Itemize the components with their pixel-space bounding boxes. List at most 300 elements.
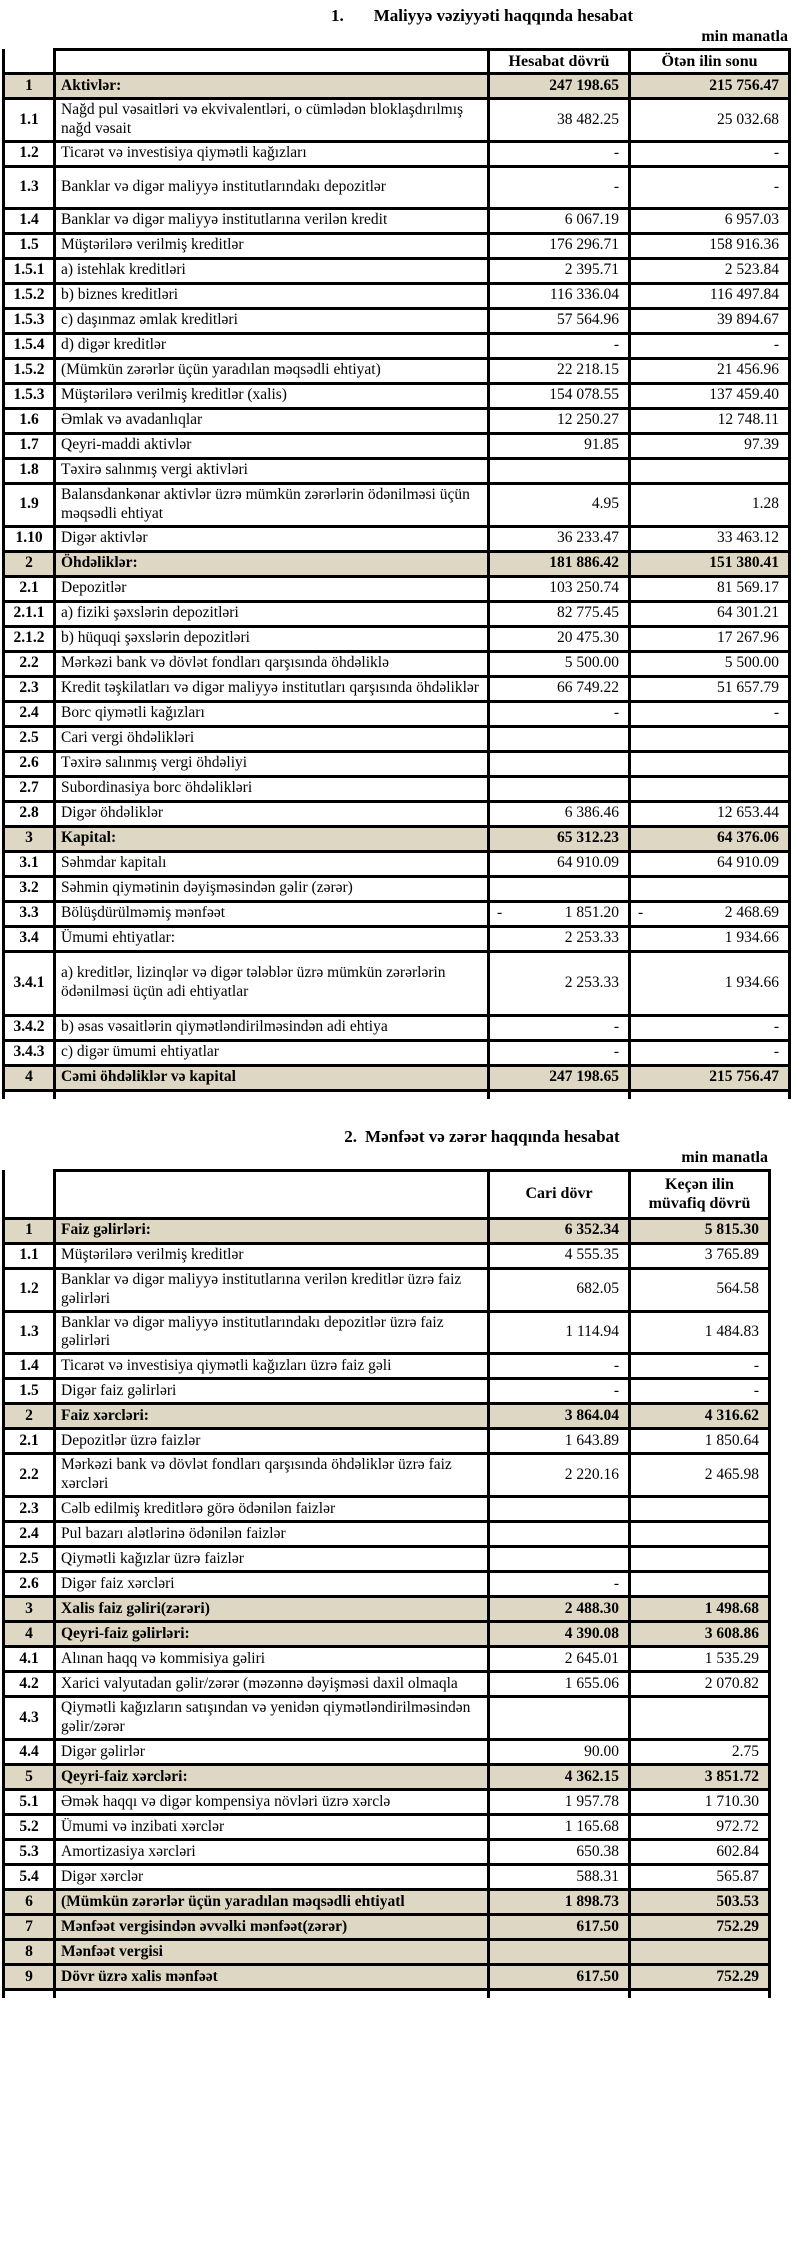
row-label: Banklar və digər maliyyə institutlarındakı depozitlər üzrə faiz gəlirləri — [55, 1311, 489, 1354]
row-label: Müştərilərə verilmiş kreditlər — [55, 1243, 489, 1268]
table-row — [4, 1814, 770, 1839]
row-number: 2.2 — [4, 651, 55, 676]
title-text: Maliyyə vəziyyəti haqqında hesabat — [373, 6, 633, 25]
row-label: Cəlb edilmiş kreditlərə görə ödənilən faizlər — [55, 1497, 489, 1522]
value-previous: 2 465.98 — [630, 1454, 770, 1497]
row-number: 2.4 — [4, 701, 55, 726]
table-row — [4, 283, 790, 308]
table-row — [4, 1065, 790, 1090]
value-current: 12 250.27 — [489, 408, 630, 433]
row-label: c) daşınmaz əmlak kreditləri — [55, 308, 489, 333]
row-label: Digər faiz xərcləri — [55, 1572, 489, 1597]
row-number: 1.5 — [4, 233, 55, 258]
row-number: 3.3 — [4, 901, 55, 926]
column-header-current: Hesabat dövrü — [489, 49, 630, 74]
title-number: 1. — [330, 6, 344, 25]
table-row — [4, 1522, 770, 1547]
table-row — [4, 1914, 770, 1939]
value-previous: 565.87 — [630, 1864, 770, 1889]
header-row — [4, 49, 790, 74]
table-row — [4, 1622, 770, 1647]
row-label: Qeyri-maddi aktivlər — [55, 433, 489, 458]
row-label: Depozitlər — [55, 576, 489, 601]
table-row — [4, 1015, 790, 1040]
value-current: 66 749.22 — [489, 676, 630, 701]
row-number: 1.2 — [4, 141, 55, 166]
row-label: Digər aktivlər — [55, 526, 489, 551]
row-number: 1.1 — [4, 1243, 55, 1268]
row-label: c) digər ümumi ehtiyatlar — [55, 1040, 489, 1065]
row-label: Ümumi ehtiyatlar: — [55, 926, 489, 951]
table-row — [4, 576, 790, 601]
row-label: Pul bazarı alətlərinə ödənilən faizlər — [55, 1522, 489, 1547]
row-number: 5.4 — [4, 1864, 55, 1889]
table-row — [4, 1243, 770, 1268]
value-current: 6 386.46 — [489, 801, 630, 826]
value-current: 103 250.74 — [489, 576, 630, 601]
value-previous — [630, 1547, 770, 1572]
value-previous — [630, 726, 790, 751]
row-label: Səhmin qiymətinin dəyişməsindən gəlir (zərər) — [55, 876, 489, 901]
stub-cell — [489, 1090, 630, 1099]
table-row — [4, 551, 790, 576]
value-current: - — [489, 1015, 630, 1040]
value-previous: - — [630, 1379, 770, 1404]
value-previous: - — [630, 1354, 770, 1379]
row-label: a) kreditlər, lizinqlər və digər tələblər üzrə mümkün zərərlərin ödənilməsi üçün adi ehtiyatlar — [55, 951, 489, 1015]
stub-cell — [630, 1090, 790, 1099]
table-row — [4, 1547, 770, 1572]
row-label: Ticarət və investisiya qiymətli kağızları üzrə faiz gəli — [55, 1354, 489, 1379]
table-row — [4, 1864, 770, 1889]
value-previous — [630, 751, 790, 776]
row-number: 5 — [4, 1764, 55, 1789]
value-previous: 151 380.41 — [630, 551, 790, 576]
value-previous: 215 756.47 — [630, 74, 790, 99]
table-row — [4, 951, 790, 1015]
value-previous: 4 316.62 — [630, 1404, 770, 1429]
row-number: 1 — [4, 74, 55, 99]
row-label: Qeyri-faiz gəlirləri: — [55, 1622, 489, 1647]
row-label: Qiymətli kağızların satışından və yenidən qiymətləndirilməsindən gəlir/zərər — [55, 1697, 489, 1740]
row-label: Nağd pul vəsaitləri və ekvivalentləri, o cümlədən bloklaşdırılmış nağd vəsait — [55, 99, 489, 142]
table-row — [4, 308, 790, 333]
table-row — [4, 458, 790, 483]
title-text: Mənfəət və zərər haqqında hesabat — [365, 1127, 620, 1147]
value-previous: 64 301.21 — [630, 601, 790, 626]
row-number: 1.2 — [4, 1268, 55, 1311]
row-number: 1.3 — [4, 1311, 55, 1354]
value-previous: 5 500.00 — [630, 651, 790, 676]
table-row — [4, 701, 790, 726]
value-previous — [630, 776, 790, 801]
table-row — [4, 1497, 770, 1522]
value-current: 20 475.30 — [489, 626, 630, 651]
table-row — [4, 926, 790, 951]
value-previous: 1 484.83 — [630, 1311, 770, 1354]
table-row — [4, 1268, 770, 1311]
table-row — [4, 676, 790, 701]
value-current: - — [489, 1572, 630, 1597]
table-row — [4, 74, 790, 99]
value-current: 588.31 — [489, 1864, 630, 1889]
value-current: 617.50 — [489, 1964, 630, 1989]
value-previous: 33 463.12 — [630, 526, 790, 551]
value-current: 22 218.15 — [489, 358, 630, 383]
row-number: 5.1 — [4, 1789, 55, 1814]
table-edge-stub — [4, 1090, 790, 1099]
value-current: 1 898.73 — [489, 1889, 630, 1914]
row-number: 9 — [4, 1964, 55, 1989]
value-previous: - — [630, 166, 790, 208]
table-row — [4, 99, 790, 142]
row-label: Subordinasiya borc öhdəlikləri — [55, 776, 489, 801]
row-number: 3.2 — [4, 876, 55, 901]
row-label: Cari vergi öhdəlikləri — [55, 726, 489, 751]
value-current: 65 312.23 — [489, 826, 630, 851]
row-number: 1.9 — [4, 483, 55, 526]
row-label: Faiz xərcləri: — [55, 1404, 489, 1429]
report-title-profit-loss — [172, 1127, 792, 1147]
negative-sign: - — [638, 904, 644, 922]
value-previous: 1 710.30 — [630, 1789, 770, 1814]
value-previous: 1 934.66 — [630, 926, 790, 951]
value-current: 90.00 — [489, 1739, 630, 1764]
table-row — [4, 626, 790, 651]
report-title-financial-position — [172, 6, 792, 26]
value-previous: 6 957.03 — [630, 208, 790, 233]
table-row — [4, 1454, 770, 1497]
table-row — [4, 1311, 770, 1354]
value-current: 2 253.33 — [489, 951, 630, 1015]
row-number: 2.6 — [4, 1572, 55, 1597]
value-current: - — [489, 1379, 630, 1404]
row-number: 1.5 — [4, 1379, 55, 1404]
table-row — [4, 1040, 790, 1065]
value-previous — [630, 901, 790, 926]
value-current — [489, 901, 630, 926]
value-current: 36 233.47 — [489, 526, 630, 551]
table-row — [4, 258, 790, 283]
row-label: Depozitlər üzrə faizlər — [55, 1429, 489, 1454]
row-number: 4 — [4, 1622, 55, 1647]
amount: 1 851.20 — [564, 904, 619, 922]
value-current — [489, 726, 630, 751]
value-current — [489, 1497, 630, 1522]
value-current — [489, 1697, 630, 1740]
row-label: Dövr üzrə xalis mənfəət — [55, 1964, 489, 1989]
row-number: 1.4 — [4, 208, 55, 233]
row-number: 2.1 — [4, 1429, 55, 1454]
row-number: 2.2 — [4, 1454, 55, 1497]
value-current: 4 555.35 — [489, 1243, 630, 1268]
table-row — [4, 208, 790, 233]
row-number: 2 — [4, 551, 55, 576]
value-current: 1 957.78 — [489, 1789, 630, 1814]
value-current: 1 165.68 — [489, 1814, 630, 1839]
stub-cell — [4, 1989, 55, 1998]
value-previous: 2 523.84 — [630, 258, 790, 283]
table-row — [4, 333, 790, 358]
row-number: 3.4.1 — [4, 951, 55, 1015]
row-label: Digər faiz gəlirləri — [55, 1379, 489, 1404]
stub-cell — [4, 1090, 55, 1099]
table-row — [4, 1218, 770, 1243]
table-row — [4, 751, 790, 776]
profit-loss-table — [2, 1169, 771, 1999]
value-current: - — [489, 141, 630, 166]
value-current: 2 395.71 — [489, 258, 630, 283]
table-row — [4, 1429, 770, 1454]
row-label: Cəmi öhdəliklər və kapital — [55, 1065, 489, 1090]
value-previous: 116 497.84 — [630, 283, 790, 308]
table-row — [4, 141, 790, 166]
value-previous: - — [630, 333, 790, 358]
value-previous: 2.75 — [630, 1739, 770, 1764]
row-number: 1.6 — [4, 408, 55, 433]
row-label: Xalis faiz gəliri(zərəri) — [55, 1597, 489, 1622]
table-row — [4, 851, 790, 876]
value-previous — [630, 1522, 770, 1547]
value-previous: 64 376.06 — [630, 826, 790, 851]
row-number: 2.6 — [4, 751, 55, 776]
row-number: 1.4 — [4, 1354, 55, 1379]
row-number: 1.5.2 — [4, 283, 55, 308]
row-label: Banklar və digər maliyyə institutlarına verilən kredit — [55, 208, 489, 233]
row-number: 3.4.2 — [4, 1015, 55, 1040]
value-previous: 3 851.72 — [630, 1764, 770, 1789]
value-current: 2 645.01 — [489, 1647, 630, 1672]
header-label-cell — [55, 1170, 489, 1218]
value-previous: 2 070.82 — [630, 1672, 770, 1697]
row-label: a) istehlak kreditləri — [55, 258, 489, 283]
row-label: Ticarət və investisiya qiymətli kağızları — [55, 141, 489, 166]
table-row — [4, 1739, 770, 1764]
row-label: Borc qiymətli kağızları — [55, 701, 489, 726]
value-previous — [630, 1697, 770, 1740]
value-previous: 12 748.11 — [630, 408, 790, 433]
row-number: 2.3 — [4, 1497, 55, 1522]
value-previous: 5 815.30 — [630, 1218, 770, 1243]
value-current: 6 067.19 — [489, 208, 630, 233]
value-current: 247 198.65 — [489, 74, 630, 99]
value-current: 4.95 — [489, 483, 630, 526]
row-label: Əmlak və avadanlıqlar — [55, 408, 489, 433]
row-label: Mənfəət vergisi — [55, 1939, 489, 1964]
value-current: 1 114.94 — [489, 1311, 630, 1354]
amount: 2 468.69 — [724, 904, 779, 922]
table-row — [4, 651, 790, 676]
row-label: Əmək haqqı və digər kompensiya növləri üzrə xərclə — [55, 1789, 489, 1814]
value-previous: 503.53 — [630, 1889, 770, 1914]
table-row — [4, 483, 790, 526]
row-number: 2.7 — [4, 776, 55, 801]
row-number: 2.5 — [4, 726, 55, 751]
row-label: Aktivlər: — [55, 74, 489, 99]
table-row — [4, 1889, 770, 1914]
table-row — [4, 601, 790, 626]
table-row — [4, 358, 790, 383]
row-label: Mərkəzi bank və dövlət fondları qarşısında öhdəliklər üzrə faiz xərcləri — [55, 1454, 489, 1497]
negative-sign: - — [497, 904, 503, 922]
row-label: d) digər kreditlər — [55, 333, 489, 358]
row-number: 4.3 — [4, 1697, 55, 1740]
value-current — [489, 1547, 630, 1572]
row-number: 1.8 — [4, 458, 55, 483]
row-number: 4.2 — [4, 1672, 55, 1697]
value-current: 650.38 — [489, 1839, 630, 1864]
value-previous: 81 569.17 — [630, 576, 790, 601]
value-previous: 64 910.09 — [630, 851, 790, 876]
table-row — [4, 408, 790, 433]
value-current: 3 864.04 — [489, 1404, 630, 1429]
row-number: 5.2 — [4, 1814, 55, 1839]
value-current: 57 564.96 — [489, 308, 630, 333]
row-number: 5.3 — [4, 1839, 55, 1864]
stub-cell — [489, 1989, 630, 1998]
value-current: 2 220.16 — [489, 1454, 630, 1497]
value-previous: 1 934.66 — [630, 951, 790, 1015]
row-number: 1.5.3 — [4, 383, 55, 408]
value-previous — [630, 1939, 770, 1964]
value-previous — [630, 1572, 770, 1597]
value-current — [489, 876, 630, 901]
value-previous: - — [630, 1015, 790, 1040]
value-current: - — [489, 1354, 630, 1379]
header-label-cell — [55, 49, 489, 74]
row-label: Balansdankənar aktivlər üzrə mümkün zərərlərin ödənilməsi üçün məqsədli ehtiyat — [55, 483, 489, 526]
value-current: 4 390.08 — [489, 1622, 630, 1647]
row-label: Qeyri-faiz xərcləri: — [55, 1764, 489, 1789]
row-number: 2.4 — [4, 1522, 55, 1547]
row-label: Faiz gəlirləri: — [55, 1218, 489, 1243]
row-label: Digər gəlirlər — [55, 1739, 489, 1764]
value-current: 116 336.04 — [489, 283, 630, 308]
row-label: Digər xərclər — [55, 1864, 489, 1889]
table-row — [4, 433, 790, 458]
table-row — [4, 526, 790, 551]
row-label: Amortizasiya xərcləri — [55, 1839, 489, 1864]
header-row — [4, 1170, 770, 1218]
row-label: b) biznes kreditləri — [55, 283, 489, 308]
row-number: 1.5.2 — [4, 358, 55, 383]
table-row — [4, 1647, 770, 1672]
header-number-cell — [4, 49, 55, 74]
row-number: 2.1.2 — [4, 626, 55, 651]
value-previous: 21 456.96 — [630, 358, 790, 383]
value-previous: 158 916.36 — [630, 233, 790, 258]
value-previous: - — [630, 141, 790, 166]
value-previous: 3 608.86 — [630, 1622, 770, 1647]
row-label: Alınan haqq və kommisiya gəliri — [55, 1647, 489, 1672]
value-previous: 12 653.44 — [630, 801, 790, 826]
row-number: 1.5.3 — [4, 308, 55, 333]
row-label: Kapital: — [55, 826, 489, 851]
value-previous: 1 535.29 — [630, 1647, 770, 1672]
value-current: - — [489, 1040, 630, 1065]
table-row — [4, 1939, 770, 1964]
table-row — [4, 233, 790, 258]
table-row — [4, 1789, 770, 1814]
value-previous: 1 850.64 — [630, 1429, 770, 1454]
table-row — [4, 1379, 770, 1404]
value-previous: 39 894.67 — [630, 308, 790, 333]
table-edge-stub — [4, 1989, 770, 1998]
table-row — [4, 1572, 770, 1597]
value-current: 4 362.15 — [489, 1764, 630, 1789]
table-row — [4, 1354, 770, 1379]
row-label: Bölüşdürülməmiş mənfəət — [55, 901, 489, 926]
value-previous: 602.84 — [630, 1839, 770, 1864]
row-number: 3 — [4, 1597, 55, 1622]
row-number: 2 — [4, 1404, 55, 1429]
value-current: 1 655.06 — [489, 1672, 630, 1697]
table-row — [4, 776, 790, 801]
row-number: 3.4.3 — [4, 1040, 55, 1065]
row-label: Mənfəət vergisindən əvvəlki mənfəət(zərər) — [55, 1914, 489, 1939]
value-current: 91.85 — [489, 433, 630, 458]
table-row — [4, 1964, 770, 1989]
row-number: 3 — [4, 826, 55, 851]
table-row — [4, 1672, 770, 1697]
table-row — [4, 826, 790, 851]
value-current: 176 296.71 — [489, 233, 630, 258]
table-row — [4, 901, 790, 926]
value-current: 2 488.30 — [489, 1597, 630, 1622]
value-current: 64 910.09 — [489, 851, 630, 876]
value-current — [489, 751, 630, 776]
header-number-cell — [4, 1170, 55, 1218]
stub-cell — [630, 1989, 770, 1998]
value-previous: 97.39 — [630, 433, 790, 458]
value-current: 181 886.42 — [489, 551, 630, 576]
value-current: 6 352.34 — [489, 1218, 630, 1243]
value-current — [489, 458, 630, 483]
row-number: 4 — [4, 1065, 55, 1090]
row-number: 1.1 — [4, 99, 55, 142]
row-label: Təxirə salınmış vergi aktivləri — [55, 458, 489, 483]
value-current: 2 253.33 — [489, 926, 630, 951]
table-row — [4, 166, 790, 208]
value-current: - — [489, 166, 630, 208]
value-current — [489, 1522, 630, 1547]
row-number: 2.3 — [4, 676, 55, 701]
value-previous: 564.58 — [630, 1268, 770, 1311]
row-number: 1.7 — [4, 433, 55, 458]
row-number: 1.3 — [4, 166, 55, 208]
value-current: - — [489, 333, 630, 358]
row-label: Müştərilərə verilmiş kreditlər — [55, 233, 489, 258]
column-header-previous: Keçən ilin müvafiq dövrü — [630, 1170, 770, 1218]
row-label: Səhmdar kapitalı — [55, 851, 489, 876]
value-current: 82 775.45 — [489, 601, 630, 626]
row-label: (Mümkün zərərlər üçün yaradılan məqsədli ehtiyatl — [55, 1889, 489, 1914]
row-number: 8 — [4, 1939, 55, 1964]
row-label: (Mümkün zərərlər üçün yaradılan məqsədli ehtiyat) — [55, 358, 489, 383]
row-number: 1.10 — [4, 526, 55, 551]
value-previous: 3 765.89 — [630, 1243, 770, 1268]
value-current — [489, 776, 630, 801]
unit-label: min manatla — [701, 27, 788, 45]
row-number: 4.1 — [4, 1647, 55, 1672]
row-label: Banklar və digər maliyyə institutlarına verilən kreditlər üzrə faiz gəlirləri — [55, 1268, 489, 1311]
row-number: 7 — [4, 1914, 55, 1939]
value-previous — [630, 876, 790, 901]
title-number: 2. — [344, 1127, 358, 1147]
column-header-previous: Ötən ilin sonu — [630, 49, 790, 74]
table-row — [4, 1404, 770, 1429]
value-previous: 1.28 — [630, 483, 790, 526]
